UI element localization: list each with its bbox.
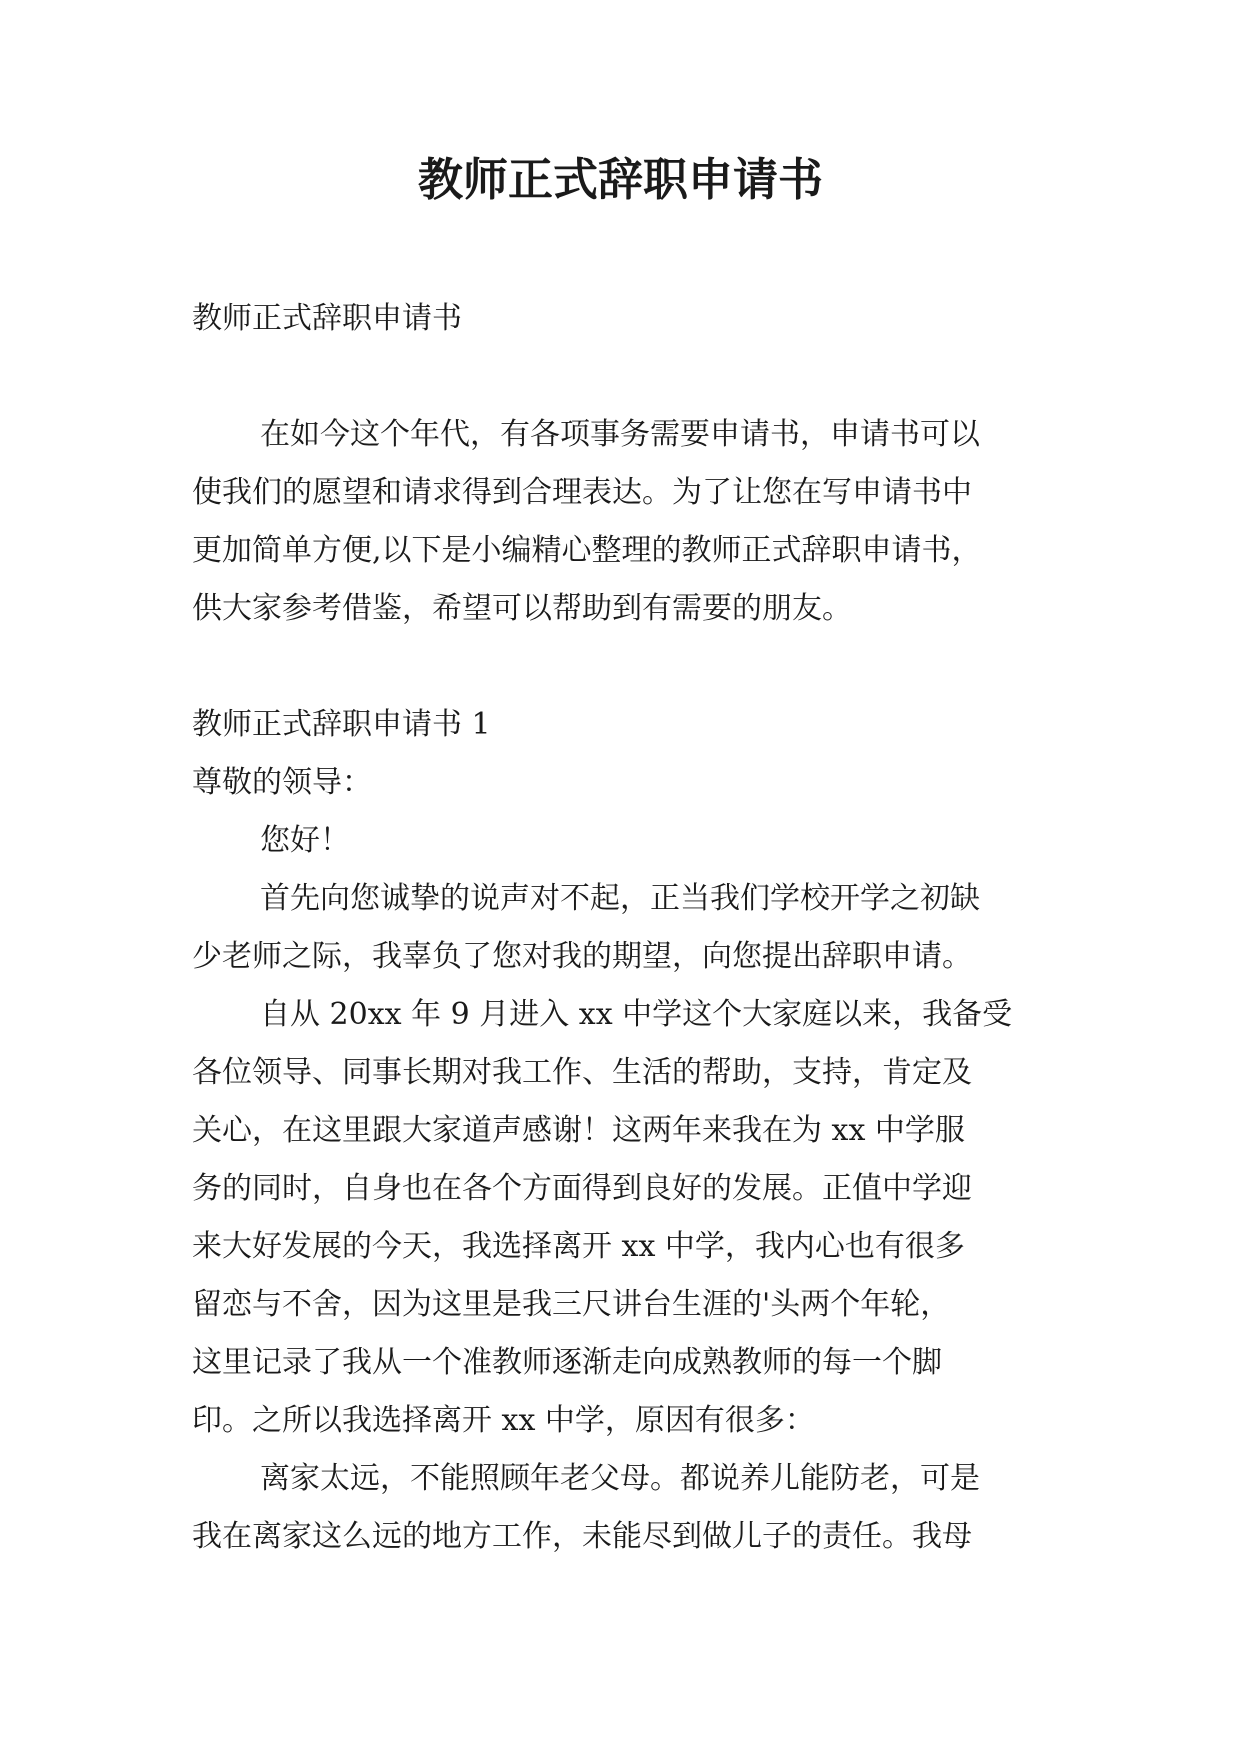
blank-line <box>192 348 1072 406</box>
letter-paragraph-line: 来大好发展的今天，我选择离开 xx 中学，我内心也有很多 <box>192 1229 965 1264</box>
blank-line <box>192 638 1072 696</box>
document-title: 教师正式辞职申请书 <box>417 153 823 206</box>
letter-paragraph-line: 这里记录了我从一个准教师逐渐走向成熟教师的每一个脚 <box>192 1345 942 1380</box>
greeting: 您好！ <box>260 823 350 858</box>
letter-paragraph-line: 首先向您诚挚的说声对不起，正当我们学校开学之初缺 <box>260 881 980 916</box>
letter-paragraph-line: 印。之所以我选择离开 xx 中学，原因有很多： <box>192 1403 815 1438</box>
salutation: 尊敬的领导： <box>192 765 372 800</box>
letter-paragraph-line: 关心，在这里跟大家道声感谢！这两年来我在为 xx 中学服 <box>192 1113 965 1148</box>
intro-paragraph-line: 使我们的愿望和请求得到合理表达。为了让您在写申请书中 <box>192 475 972 510</box>
intro-paragraph-line: 供大家参考借鉴，希望可以帮助到有需要的朋友。 <box>192 591 852 626</box>
letter-paragraph-line: 留恋与不舍，因为这里是我三尺讲台生涯的'头两个年轮， <box>192 1287 951 1322</box>
letter-paragraph-line: 务的同时，自身也在各个方面得到良好的发展。正值中学迎 <box>192 1171 972 1206</box>
subtitle-line: 教师正式辞职申请书 <box>192 301 462 336</box>
document-body <box>192 290 1072 1566</box>
letter-paragraph-line: 离家太远，不能照顾年老父母。都说养儿能防老，可是 <box>260 1461 980 1496</box>
letter-paragraph-line: 我在离家这么远的地方工作，未能尽到做儿子的责任。我母 <box>192 1519 972 1554</box>
letter-paragraph-line: 各位领导、同事长期对我工作、生活的帮助，支持，肯定及 <box>192 1055 972 1090</box>
letter-paragraph-line: 少老师之际，我辜负了您对我的期望，向您提出辞职申请。 <box>192 939 972 974</box>
section-heading: 教师正式辞职申请书 1 <box>192 707 491 742</box>
intro-paragraph-line: 在如今这个年代，有各项事务需要申请书，申请书可以 <box>260 417 980 452</box>
letter-paragraph-line: 自从 20xx 年 9 月进入 xx 中学这个大家庭以来，我备受 <box>260 997 1013 1032</box>
intro-paragraph-line: 更加简单方便,以下是小编精心整理的教师正式辞职申请书， <box>192 533 982 568</box>
